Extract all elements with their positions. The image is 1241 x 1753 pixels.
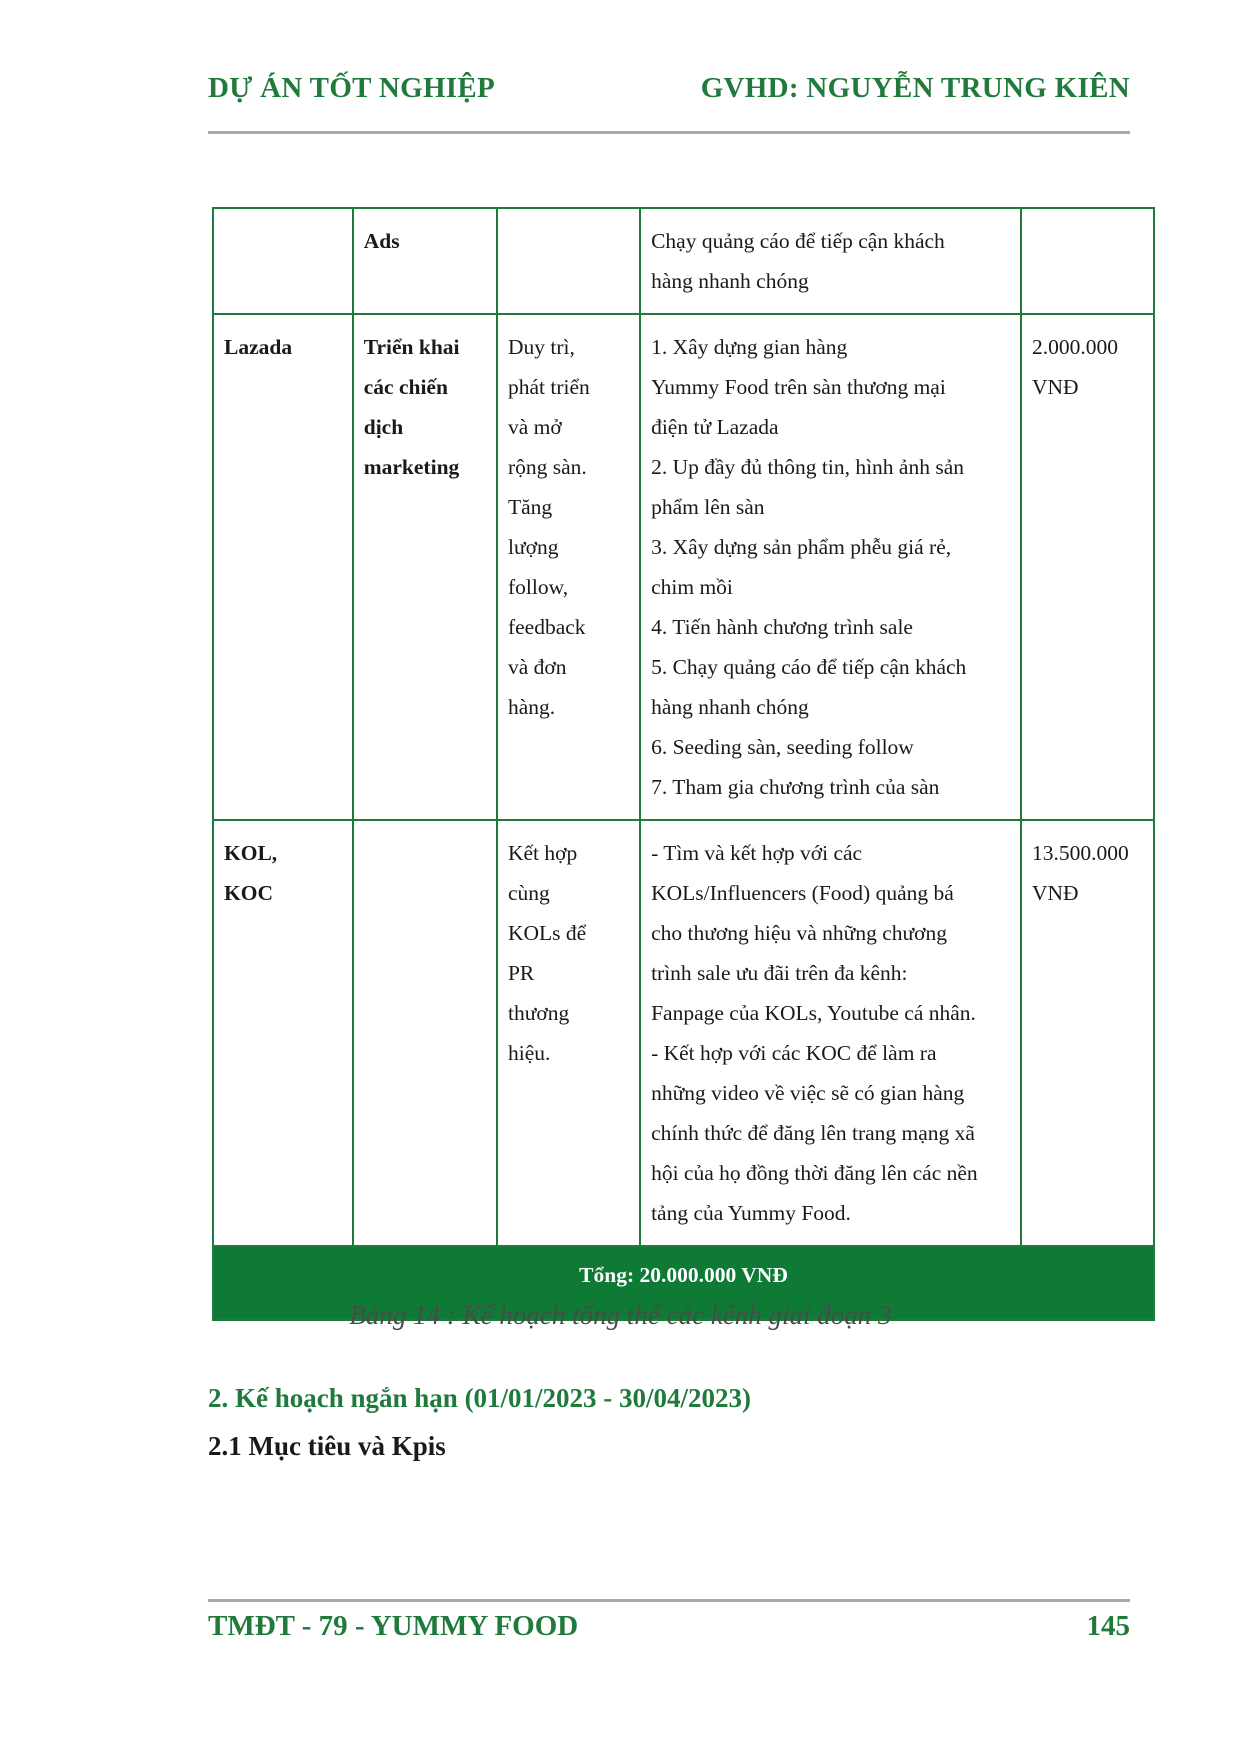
cell-budget — [1021, 208, 1154, 314]
cell-line: 6. Seeding sàn, seeding follow — [651, 735, 914, 759]
channel-plan-table — [212, 207, 1155, 1321]
subsection-heading: 2.1 Mục tiêu và Kpis — [208, 1431, 446, 1461]
cell-line: PR — [507, 961, 535, 985]
cell-line: 1. Xây dựng gian hàng — [651, 335, 848, 359]
cell-budget — [1021, 820, 1154, 1246]
cell-line: 3. Xây dựng sản phẩm phễu giá rẻ, — [651, 535, 952, 559]
cell-line: lượng — [507, 535, 559, 559]
cell-line: Fanpage của KOLs, Youtube cá nhân. — [651, 1001, 976, 1025]
cell-line: những video về việc sẽ có gian hàng — [651, 1081, 965, 1105]
cell-channel — [213, 314, 353, 820]
cell-line: Tăng — [507, 495, 553, 519]
cell-line: follow, — [507, 575, 569, 599]
cell-line: - Tìm và kết hợp với các — [651, 841, 863, 865]
cell-line: VNĐ — [1031, 881, 1079, 905]
cell-line: KOL, — [224, 841, 278, 865]
cell-line: Yummy Food trên sàn thương mại — [651, 375, 946, 399]
cell-line: hàng. — [507, 695, 556, 719]
cell-activity — [353, 820, 497, 1246]
cell-line: VNĐ — [1031, 375, 1079, 399]
cell-content — [640, 314, 1021, 820]
cell-line: chim mồi — [651, 575, 733, 599]
cell-channel — [213, 820, 353, 1246]
section-heading: 2. Kế hoạch ngắn hạn (01/01/2023 - 30/04/2023) — [208, 1383, 752, 1413]
cell-line: và đơn — [507, 655, 567, 679]
cell-objective — [497, 820, 640, 1246]
cell-objective — [497, 314, 640, 820]
cell-line: hàng nhanh chóng — [651, 695, 809, 719]
cell-line: KOLs để — [507, 921, 587, 945]
header-project-title: DỰ ÁN TỐT NGHIỆP — [208, 72, 496, 104]
page-header — [208, 72, 1130, 112]
cell-line: điện tử Lazada — [651, 415, 779, 439]
cell-objective — [497, 208, 640, 314]
total-cell: Tổng: 20.000.000 VNĐ — [213, 1246, 1154, 1320]
cell-activity — [353, 314, 497, 820]
table-caption: Bảng 14 : Kế hoạch tổng thể các kênh giai đoạn 3 — [349, 1300, 892, 1330]
cell-line: các chiến — [363, 375, 448, 399]
cell-line: - Kết hợp với các KOC để làm ra — [651, 1041, 937, 1065]
page-number: 145 — [1086, 1610, 1130, 1642]
cell-line: Duy trì, — [507, 335, 575, 359]
cell-line: phẩm lên sàn — [651, 495, 765, 519]
table-row — [213, 820, 1154, 1246]
cell-line: và mở — [507, 415, 562, 439]
cell-content — [640, 820, 1021, 1246]
cell-line: cho thương hiệu và những chương — [651, 921, 948, 945]
cell-budget — [1021, 314, 1154, 820]
cell-line: feedback — [507, 615, 586, 639]
cell-line: 2. Up đầy đủ thông tin, hình ảnh sản — [651, 455, 964, 479]
footer-project-name: TMĐT - 79 - YUMMY FOOD — [208, 1610, 579, 1642]
cell-line: hiệu. — [507, 1041, 551, 1065]
cell-line: 5. Chạy quảng cáo để tiếp cận khách — [651, 655, 967, 679]
cell-line: Triển khai — [363, 335, 460, 359]
cell-line: cùng — [507, 881, 550, 905]
cell-line: dịch — [363, 415, 404, 439]
cell-line: KOLs/Influencers (Food) quảng bá — [651, 881, 954, 905]
cell-line: Chạy quảng cáo để tiếp cận khách — [651, 229, 945, 253]
cell-line: hội của họ đồng thời đăng lên các nền — [651, 1161, 978, 1185]
cell-line: 7. Tham gia chương trình của sàn — [651, 775, 940, 799]
page-footer — [208, 1610, 1130, 1650]
cell-line: KOC — [224, 881, 273, 905]
cell-activity — [353, 208, 497, 314]
cell-line: 2.000.000 — [1031, 335, 1118, 359]
cell-line: Kết hợp — [507, 841, 578, 865]
cell-line: phát triển — [507, 375, 590, 399]
cell-line: Ads — [363, 229, 400, 253]
cell-line: marketing — [363, 455, 460, 479]
cell-line: thương — [507, 1001, 570, 1025]
cell-line: rộng sàn. — [507, 455, 587, 479]
table-row — [213, 314, 1154, 820]
header-divider — [208, 131, 1130, 134]
footer-divider — [208, 1599, 1130, 1602]
cell-channel — [213, 208, 353, 314]
cell-line: 4. Tiến hành chương trình sale — [651, 615, 913, 639]
cell-line: 13.500.000 — [1031, 841, 1129, 865]
header-advisor: GVHD: NGUYỄN TRUNG KIÊN — [700, 72, 1130, 104]
cell-line: trình sale ưu đãi trên đa kênh: — [651, 961, 908, 985]
cell-line: chính thức để đăng lên trang mạng xã — [651, 1121, 975, 1145]
cell-line: tảng của Yummy Food. — [651, 1201, 851, 1225]
table-row — [213, 208, 1154, 314]
cell-content — [640, 208, 1021, 314]
cell-line: Lazada — [224, 335, 293, 359]
cell-line: hàng nhanh chóng — [651, 269, 809, 293]
